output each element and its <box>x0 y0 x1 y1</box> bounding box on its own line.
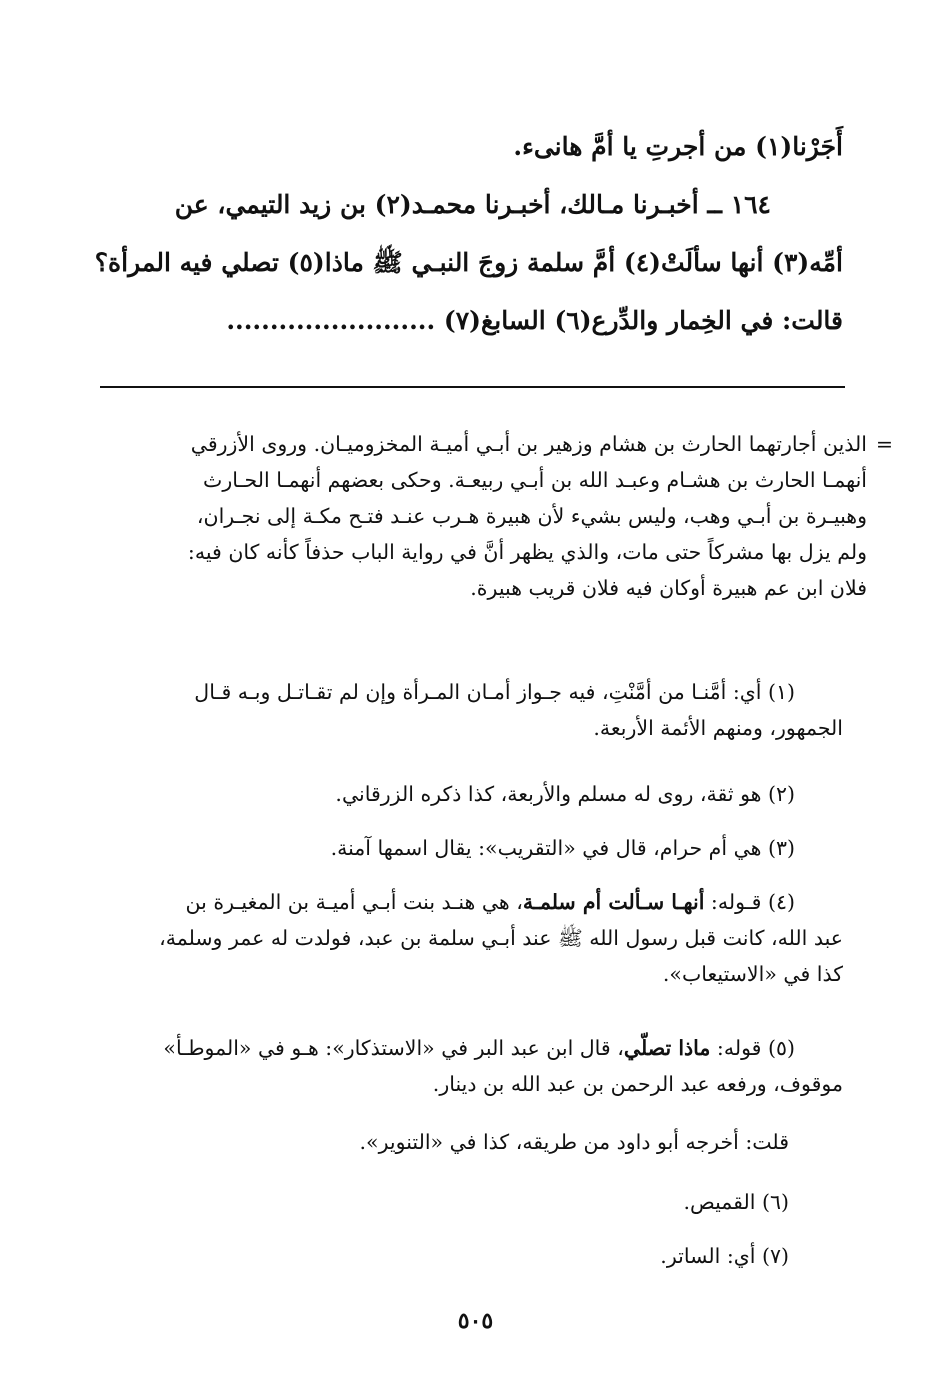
footnote-keyword: ماذا تصلّي <box>623 1036 711 1060</box>
footnote-7 <box>100 1238 789 1274</box>
footnote-line: قلت: أخرجه أبو داود من طريقه، كذا في «التنوير». <box>359 1130 789 1154</box>
footnote-line: (٣) هي أم حرام، قال في «التقريب»: يقال اسمها آمنة. <box>330 836 795 860</box>
hadith-164-line: ١٦٤ ــ أخبـرنا مـالك، أخبـرنا محمـد(٢) بن زيد التيمي، عن <box>174 190 771 219</box>
main-text-line: أَجَرْنا(١) من أجرتِ يا أمَّ هانىء. <box>513 132 843 161</box>
main-text-line: قالت: في الخِمار والدِّرع(٦) السابغ(٧) ........................ <box>226 306 843 335</box>
continuation-note <box>100 426 893 606</box>
footnote-3 <box>100 830 843 866</box>
footnote-line: (١) أي: أمَّنـا من أمَّنْتِ، فيه جـواز أمـان المـرأة وإن لم تقـاتـل وبـه قـال <box>194 680 795 704</box>
footnote-line: (٦) القميص. <box>683 1190 789 1214</box>
footnote-2 <box>100 776 843 812</box>
footnote-prefix: (٤) قـوله: <box>704 890 795 914</box>
footnote-5 <box>100 1030 843 1102</box>
note-line: فلان ابن عم هبيرة أوكان فيه فلان قريب هبيرة. <box>470 576 867 600</box>
footnote-1 <box>100 674 843 746</box>
footnote-line: الجمهور، ومنهم الأئمة الأربعة. <box>593 716 843 740</box>
footnote-keyword: أنهـا سـألت أم سلمـة <box>522 890 705 914</box>
footnote-prefix: (٥) قوله: <box>710 1036 795 1060</box>
footnote-text: ، قال ابن عبد البر في «الاستذكار»: هـو في «الموطـأ» <box>163 1036 624 1060</box>
footnote-line: كذا في «الاستيعاب». <box>662 962 843 986</box>
main-text-line: أمِّه(٣) أنها سألَتْ(٤) أمَّ سلمة زوجَ النبـي ﷺ ماذا(٥) تصلي فيه المرأة؟ <box>94 248 843 277</box>
note-line: ولم يزل بها مشركاً حتى مات، والذي يظهر أنَّ في رواية الباب حذفاً كأنه كان فيه: <box>187 540 867 564</box>
note-line: الذين أجارتهما الحارث بن هشام وزهير بن أبـي أميـة المخزوميـان. وروى الأزرقي <box>190 432 867 456</box>
footnote-line: (٧) أي: الساتر. <box>660 1244 789 1268</box>
footnote-line <box>100 1030 843 1066</box>
main-text <box>94 118 843 350</box>
footnote-line: عبد الله، كانت قبل رسول الله ﷺ عند أبـي سلمة بن عبد، فولدت له عمر وسلمة، <box>159 926 843 950</box>
footnote-5-addendum <box>100 1124 789 1160</box>
footnote-4 <box>100 884 843 992</box>
note-line: وهبيـرة بن أبـي وهب، وليس بشيء لأن هبيرة هـرب عنـد فتـح مكـة إلى نجـران، <box>196 504 867 528</box>
footnote-line <box>100 884 843 920</box>
note-line: أنهمـا الحارث بن هشـام وعبـد الله بن أبـي ربيعـة. وحكى بعضهم أنهمـا الحـارث <box>203 468 867 492</box>
footnote-separator <box>100 386 845 388</box>
continuation-marker: = <box>875 432 893 456</box>
footnote-6 <box>100 1184 789 1220</box>
page-number: ٥٠٥ <box>457 1308 494 1334</box>
footnote-line: موقوف، ورفعه عبد الرحمن بن عبد الله بن دينار. <box>432 1072 843 1096</box>
footnote-text: ، هي هنـد بنت أبـي أميـة بن المغيـرة بن <box>185 890 523 914</box>
footnote-line: (٢) هو ثقة، روى له مسلم والأربعة، كذا ذكره الزرقاني. <box>335 782 795 806</box>
